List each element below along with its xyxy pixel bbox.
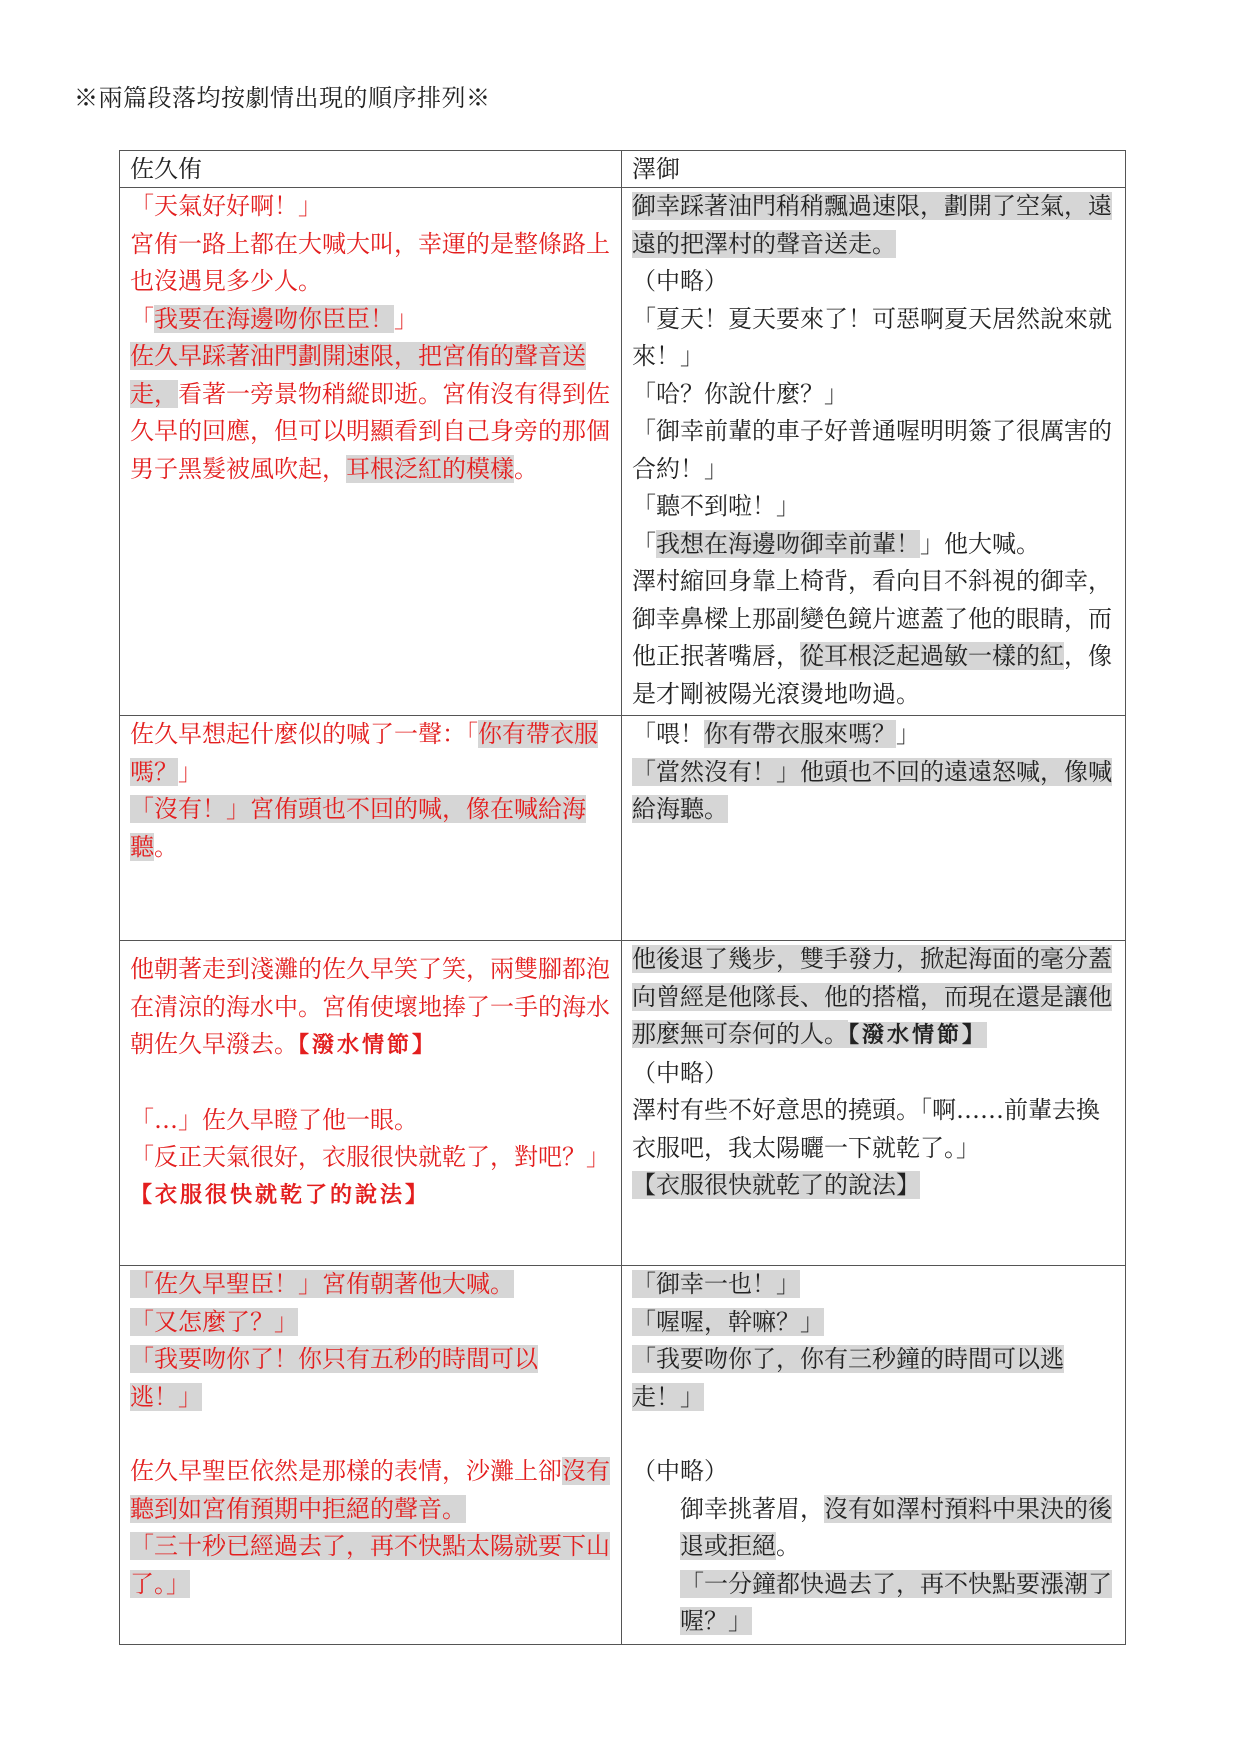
- table-row: [120, 941, 1126, 1266]
- scene-tag: 【衣服很快就乾了的說法】: [130, 1181, 431, 1208]
- highlighted-text: 「佐久早聖臣！」宮侑朝著他大喊。: [130, 1270, 514, 1298]
- omission-note: （中略）: [632, 1058, 728, 1087]
- dialogue-line: 「夏天！夏天要來了！可惡啊夏天居然說來就來！」: [632, 304, 1112, 370]
- highlighted-text: 「御幸一也！」: [632, 1270, 800, 1298]
- row4-right-cell: [622, 1266, 1126, 1645]
- table-row: [120, 1266, 1126, 1645]
- omission-note: （中略）: [632, 267, 728, 295]
- header-left: 佐久侑: [120, 151, 622, 188]
- table-row: [120, 188, 1126, 716]
- narration: [632, 188, 1115, 263]
- row2-right-cell: [622, 716, 1126, 941]
- omission-note: （中略）: [632, 1457, 728, 1485]
- narration: 佐久早踩著油門劃開速限，把宮侑的聲音送走，看著一旁景物稍縱即逝。宮侑沒有得到佐久早的回應，但可以明顯看到自己身旁的那個男子黑髮被風吹起，耳根泛紅的模樣。: [130, 342, 610, 483]
- highlighted-text: 「一分鐘都快過去了，再不快點要漲潮了喔？」: [680, 1569, 1112, 1635]
- highlighted-text: 「沒有！」宮侑頭也不回的喊，像在喊給海聽: [130, 795, 586, 861]
- highlighted-text: 從耳根泛起過敏一樣的紅: [800, 642, 1064, 670]
- row1-right-cell: [622, 188, 1126, 716]
- comparison-table: [119, 150, 1126, 1645]
- dialogue-line: 「天氣好好啊！」: [130, 192, 322, 220]
- highlighted-text: 你有帶衣服嗎？: [130, 720, 598, 786]
- dialogue-line: [632, 754, 1115, 829]
- highlighted-text: 佐久早踩著油門劃開速限，把宮侑的聲音送走，: [130, 342, 586, 408]
- narration: 御幸挑著眉，沒有如澤村預料中果決的後退或拒絕。: [680, 1494, 1112, 1560]
- highlighted-text: 「我要吻你了！你只有五秒的時間可以逃！」: [130, 1345, 538, 1411]
- row3-left-cell: [120, 941, 622, 1266]
- highlighted-text: 「喔喔，幹嘛？」: [632, 1307, 824, 1336]
- dialogue-line: [632, 1266, 1115, 1304]
- dialogue-line: 「御幸前輩的車子好普通喔明明簽了很厲害的合約！」: [632, 417, 1112, 483]
- scene-tag: 【潑水情節】: [298, 1032, 438, 1058]
- narration: 佐久早想起什麼似的喊了一聲：「你有帶衣服嗎？」: [130, 720, 598, 786]
- row1-left-cell: [120, 188, 622, 716]
- row2-left-cell: [120, 716, 622, 941]
- dialogue-line: [632, 1566, 1115, 1641]
- ordering-note: ※兩篇段落均按劇情出現的順序排列※: [74, 84, 491, 112]
- dialogue-line: 「反正天氣很好，衣服很快就乾了，對吧？」: [130, 1143, 610, 1171]
- narration: 澤村有些不好意思的撓頭。「啊……前輩去換衣服吧，我太陽曬一下就乾了。」: [632, 1096, 1100, 1162]
- highlighted-text: 「又怎麼了？」: [130, 1307, 298, 1336]
- highlighted-text: 「當然沒有！」他頭也不回的遠遠怒喊，像喊給海聽。: [632, 757, 1112, 823]
- scene-tag: 【衣服很快就乾了的說法】: [632, 1171, 920, 1199]
- dialogue-line: 「哈？你說什麼？」: [632, 379, 848, 408]
- narration: 佐久早聖臣依然是那樣的表情，沙灘上卻沒有聽到如宮侑預期中拒絕的聲音。: [130, 1457, 610, 1523]
- dialogue-line: 「喂！你有帶衣服來嗎？」: [632, 720, 920, 748]
- row4-left-cell: [120, 1266, 622, 1645]
- highlighted-text: 御幸踩著油門稍稍飄過速限，劃開了空氣，遠遠的把澤村的聲音送走。: [632, 192, 1112, 258]
- highlighted-text: 我想在海邊吻御幸前輩！: [656, 529, 920, 558]
- dialogue-line: 「聽不到啦！」: [632, 492, 800, 520]
- table-row: [120, 716, 1126, 941]
- scene-tag: 【潑水情節】: [848, 1022, 988, 1048]
- highlighted-text: 「我要吻你了，你有三秒鐘的時間可以逃走！」: [632, 1345, 1064, 1411]
- highlighted-text: 沒有如澤村預料中果決的後退或拒絕: [680, 1494, 1112, 1560]
- highlighted-text: 沒有聽到如宮侑預期中拒絕的聲音。: [130, 1457, 610, 1523]
- dialogue-line: 「我想在海邊吻御幸前輩！」他大喊。: [632, 529, 1040, 558]
- dialogue-line: 「…」佐久早瞪了他一眼。: [130, 1105, 418, 1134]
- narration: 澤村縮回身靠上椅背，看向目不斜視的御幸，御幸鼻樑上那副變色鏡片遮蓋了他的眼睛，而他正抿著嘴唇，從耳根泛起過敏一樣的紅，像是才剛被陽光滾燙地吻過。: [632, 567, 1112, 708]
- highlighted-text: 「三十秒已經過去了，再不快點太陽就要下山了。」: [130, 1532, 610, 1598]
- narration: 宮侑一路上都在大喊大叫，幸運的是整條路上也沒遇見多少人。: [130, 229, 610, 295]
- dialogue-line: [632, 1341, 1115, 1416]
- highlighted-text: 你有帶衣服來嗎？: [704, 720, 896, 748]
- dialogue-line: 「我要在海邊吻你臣臣！」: [130, 304, 418, 333]
- table-header-row: [120, 151, 1126, 188]
- narration: [632, 941, 1115, 1055]
- dialogue-line: [130, 1304, 611, 1342]
- dialogue-line: 「沒有！」宮侑頭也不回的喊，像在喊給海聽。: [130, 795, 586, 861]
- dialogue-line: [130, 1341, 611, 1416]
- highlighted-text: 耳根泛紅的模樣: [346, 454, 514, 483]
- narration: 他朝著走到淺灘的佐久早笑了笑，兩雙腳都泡在清涼的海水中。宮侑使壞地捧了一手的海水朝佐久早潑去。【潑水情節】: [130, 955, 610, 1058]
- dialogue-line: [130, 1528, 611, 1603]
- dialogue-line: [130, 1266, 611, 1304]
- highlighted-text: 他後退了幾步，雙手發力，掀起海面的毫分蓋向曾經是他隊長、他的搭檔，而現在還是讓他那麼無可奈何的人。: [632, 945, 1112, 1048]
- dialogue-line: [632, 1304, 1115, 1342]
- highlighted-text: 我要在海邊吻你臣臣！: [154, 304, 394, 333]
- header-right: 澤御: [622, 151, 1126, 188]
- row3-right-cell: [622, 941, 1126, 1266]
